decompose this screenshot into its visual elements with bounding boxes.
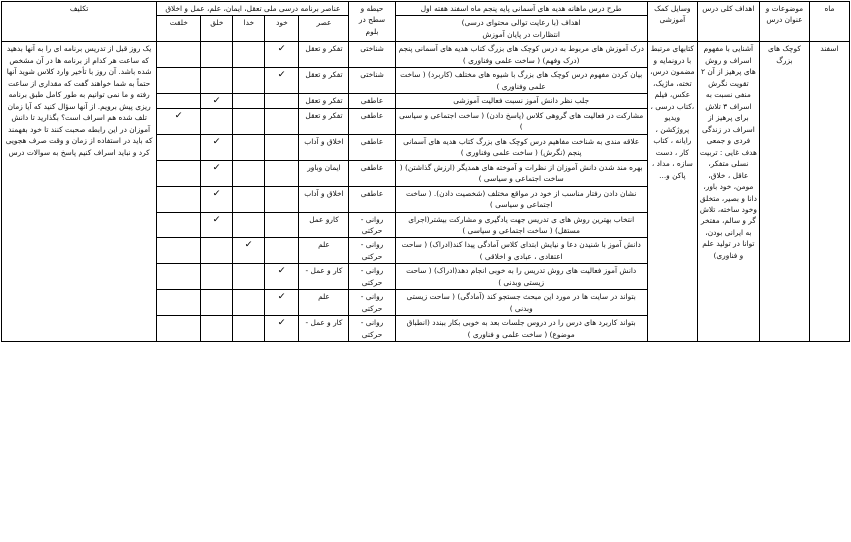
cell-domain: روانی - حرکتی [349,316,395,342]
cell-check-god[interactable] [233,108,265,134]
cell-check-god[interactable] [233,316,265,342]
cell-era-label: اخلاق و آداب [299,134,349,160]
header-element-self: خود [265,16,299,42]
header-objectives [395,16,647,42]
cell-subject: کوچک های بزرگ [759,42,809,342]
cell-domain: عاطفی [349,134,395,160]
cell-check-creation[interactable] [201,108,233,134]
cell-era-label: علم [299,238,349,264]
cell-general-goals: آشنایی با مفهوم اسراف و روش های پرهیز از آن ۲ تقویت نگرش منفی نسبت به اسراف ۳ تلاش برای پرهیز از اسراف در زندگی فردی و جمعی هدف غایی : تربیت نسلی متفکر، عاقل ، خلاق، مومن، خود باور، دانا و بصیر، متخلق وخود ساخته، تلاش گر و سالم، مفتخر به ایرانی بودن، توانا در تولید علم و فناوری) [697,42,759,342]
header-teaching-aids: وسایل کمک آموزشی [647,2,697,42]
cell-check-god[interactable] [233,264,265,290]
cell-objective: جلب نظر دانش آموز نسبت فعالیت آموزشی [395,94,647,108]
cell-era-label: علم [299,290,349,316]
cell-check-god[interactable] [233,42,265,68]
cell-check-god[interactable] [233,160,265,186]
check-icon: ✓ [212,188,222,199]
cell-check-creature[interactable] [157,186,201,212]
cell-era-label: تفکر و تعقل [299,42,349,68]
cell-objective: انتخاب بهترین روش های ی تدریس جهت یادگیری و مشارکت بیشتر(اجرای مستقل) ( ساخت اجتماعی و سیاسی ) [395,212,647,238]
check-icon: ✓ [277,70,287,81]
cell-check-self[interactable] [265,186,299,212]
header-task: تکلیف [2,2,157,42]
cell-check-creation[interactable] [201,160,233,186]
lesson-plan-sheet [0,1,851,542]
cell-era-label: کار و عمل - [299,316,349,342]
check-icon: ✓ [244,240,254,251]
cell-domain: عاطفی [349,108,395,134]
cell-domain: عاطفی [349,94,395,108]
header-element-creature: خلقت [157,16,201,42]
check-icon: ✓ [212,96,222,107]
cell-check-self[interactable] [265,108,299,134]
cell-check-creature[interactable] [157,42,201,68]
cell-objective: دانش آموز فعالیت های روش تدریس را به خوبی انجام دهد(ادراک) ( ساحت زیستی وبدنی ) [395,264,647,290]
cell-check-god[interactable] [233,238,265,264]
cell-check-self[interactable] [265,94,299,108]
cell-check-creation[interactable] [201,186,233,212]
cell-check-creation[interactable] [201,134,233,160]
cell-task: یک روز قبل از تدریس برنامه ای را به آنها بدهید که ساعت هر کدام از برنامه ها در آن مشخص شده باشد. آن روز با تأخیر وارد کلاس شوید آنها حتماً به شما خواهند گفت که مقداری از ساعت رفته و ما نمی توانیم به طور کامل طبق برنامه ریزی پیش برویم. از آنها سؤال کنید که آیا زمان تلف شده هم اسراف است؟ بگذارید تا دانش آموزان در این رابطه صحبت کنند تا خود بفهمند که باید در استفاده از زمان و وقت صرف هجویی کرد و نباید اسراف کنیم پاسخ به سوالات درس [2,42,157,342]
header-element-creation: خلق [201,16,233,42]
cell-domain: عاطفی [349,160,395,186]
header-domain-level: حیطه و سطح در بلوم [349,2,395,42]
check-icon: ✓ [277,266,287,277]
check-icon: ✓ [174,110,184,121]
cell-check-creation[interactable] [201,212,233,238]
cell-check-creation[interactable] [201,68,233,94]
check-icon: ✓ [277,44,287,55]
cell-domain: شناختی [349,42,395,68]
cell-era-label: کار و عمل - [299,264,349,290]
cell-check-creature[interactable] [157,108,201,134]
cell-check-creation[interactable] [201,42,233,68]
cell-check-god[interactable] [233,290,265,316]
table-body [2,42,850,342]
cell-objective: بتواند کاربرد های درس را در دروس جلسات بعد به خوبی بکار ببندد (انطباق موضوع) ( ساخت علمی و فناوری ) [395,316,647,342]
header-national-curriculum: عناصر برنامه درسی ملی تعقل، ایمان، علم، عمل و اخلاق [157,2,349,16]
cell-check-self[interactable] [265,264,299,290]
cell-objective: نشان دادن رفتار مناسب از خود در مواقع مختلف (شخصیت دادن). ( ساخت اجتماعی و سیاسی ) [395,186,647,212]
subtitle-line-1: اهداف (با رعایت توالی محتوای درسی) [461,18,581,28]
cell-era-label: ایمان وباور [299,160,349,186]
cell-domain: روانی - حرکتی [349,238,395,264]
cell-domain: روانی - حرکتی [349,264,395,290]
check-icon: ✓ [212,214,222,225]
document-title: طرح درس ماهانه هدیه های آسمانی پایه پنجم ماه اسفند هفته اول [395,2,647,16]
cell-era-label: تفکر و تعقل [299,94,349,108]
cell-check-self[interactable] [265,42,299,68]
cell-domain: روانی - حرکتی [349,290,395,316]
check-icon: ✓ [212,162,222,173]
cell-era-label: تفکر و تعقل [299,68,349,94]
cell-objective: دانش آموز با شنیدن دعا و نیایش ابتدای کلاس آمادگی پیدا کند(ادراک) ( ساحت اعتقادی ، عبادی و اخلاقی ) [395,238,647,264]
cell-check-self[interactable] [265,134,299,160]
cell-check-self[interactable] [265,68,299,94]
cell-check-creation[interactable] [201,316,233,342]
header-subjects: موضوعات و عنوان درس [759,2,809,42]
header-row-main [2,2,850,16]
header-month: ماه [809,2,849,42]
cell-check-self[interactable] [265,290,299,316]
cell-check-creature[interactable] [157,316,201,342]
cell-era-label: کارو عمل [299,212,349,238]
cell-objective: بیان کردن مفهوم درس کوچک های بزرگ با شیوه های مختلف (کاربرد) ( ساخت علمی وفناوری ) [395,68,647,94]
cell-month: اسفند [809,42,849,342]
cell-objective: علاقه مندی به شناخت مفاهیم درس کوچک های بزرگ کتاب هدیه های آسمانی پنجم (نگرش) ( ساخت علمی وفناوری ) [395,134,647,160]
cell-check-self[interactable] [265,160,299,186]
cell-domain: روانی - حرکتی [349,212,395,238]
cell-check-creature[interactable] [157,160,201,186]
cell-check-creature[interactable] [157,290,201,316]
cell-check-creature[interactable] [157,68,201,94]
cell-check-creature[interactable] [157,212,201,238]
header-general-goals: اهداف کلی درس [697,2,759,42]
cell-check-god[interactable] [233,186,265,212]
cell-objective: بهره مند شدن دانش آموزان از نظرات و آموخته های همدیگر (ارزش گذاشتن) ( ساخت اجتماعی و سیاسی ) [395,160,647,186]
table-row [2,42,850,68]
check-icon: ✓ [212,136,222,147]
cell-check-god[interactable] [233,212,265,238]
cell-objective: درک آموزش های مربوط به درس کوچک های بزرگ کتاب هدیه های آسمانی پنجم (درک وفهم) ( ساخت علمی وفناوری ) [395,42,647,68]
table-header [2,2,850,42]
cell-check-creation[interactable] [201,290,233,316]
cell-check-god[interactable] [233,94,265,108]
lesson-plan-table [1,1,850,342]
cell-objective: مشارکت در فعالیت های گروهی کلاس (پاسخ دادن) ( ساخت اجتماعی و سیاسی ) [395,108,647,134]
cell-era-label: تفکر و تعقل [299,108,349,134]
cell-check-creature[interactable] [157,94,201,108]
cell-check-self[interactable] [265,212,299,238]
cell-objective: بتواند در سایت ها در مورد این مبحث جستجو کند (آمادگی) ( ساحت زیستی وبدنی ) [395,290,647,316]
cell-check-self[interactable] [265,316,299,342]
cell-teaching-aids: کتابهای مرتبط با درونمایه و مضمون درس، تخته، ماژیک، عکس، فیلم ،کتاب درسی ، ویدیو پروژکشن ، رایانه ، کتاب کار ، دست سازه ، مداد ، پاکن و... [647,42,697,342]
header-element-god: خدا [233,16,265,42]
cell-check-creation[interactable] [201,238,233,264]
cell-check-god[interactable] [233,134,265,160]
cell-check-creature[interactable] [157,264,201,290]
cell-check-creature[interactable] [157,238,201,264]
check-icon: ✓ [277,292,287,303]
cell-check-god[interactable] [233,68,265,94]
check-icon: ✓ [277,318,287,329]
subtitle-line-2: انتظارات در پایان آموزش [482,29,560,39]
cell-era-label: اخلاق و آداب [299,186,349,212]
cell-check-creation[interactable] [201,264,233,290]
cell-domain: عاطفی [349,186,395,212]
cell-domain: شناختی [349,68,395,94]
cell-check-creation[interactable] [201,94,233,108]
cell-check-creature[interactable] [157,134,201,160]
cell-check-self[interactable] [265,238,299,264]
header-element-era: عصر [299,16,349,42]
